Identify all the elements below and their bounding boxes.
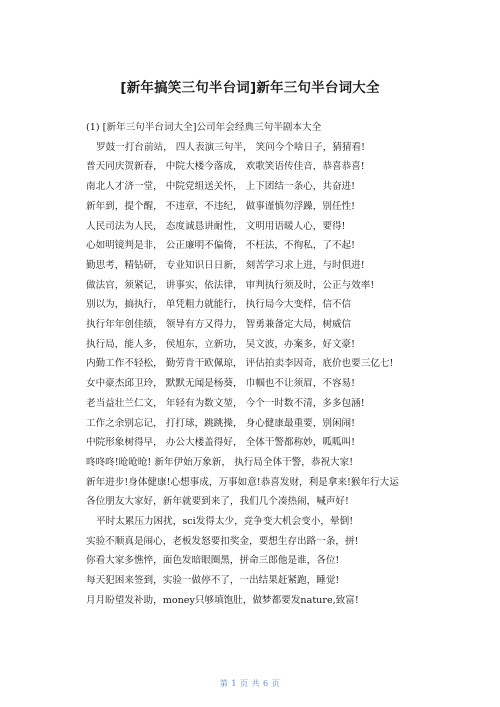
text-line: 罗鼓一打台前站， 四人表演三句半， 笑问今个啥日子，猜猜看!	[96, 141, 365, 153]
text-line: 月月盼望发补助，money只够填饱肚，做梦都要发nature,致富!	[86, 594, 359, 606]
text-line: 执行局，能人多， 侯旭东，立新功， 吴文波，办案多，好文豪!	[86, 338, 355, 350]
text-line: 老当益壮兰仁文， 年轻有为数文堃， 今个一时数不清，多多包涵!	[86, 397, 365, 409]
text-line: 平时太累压力困扰，sci发得太少，竞争变大机会变小，晕倒!	[96, 516, 354, 528]
document-title: [新年搞笑三句半台词]新年三句半台词大全	[120, 80, 380, 96]
text-line-wrapped: 各位朋友大家好，新年就要到来了，我们几个凑热闹，喊声好!	[86, 496, 349, 508]
text-line: (1) [新年三句半台词大全]公司年会经典三句半剧本大全	[86, 122, 322, 133]
text-line: 中院形象树得早， 办公大楼盖得好， 全体干警都称妙，呱呱叫!	[86, 437, 355, 449]
text-line: 做法官，须紧记， 讲事实，依法律， 审判执行须及时，公正与效率!	[86, 279, 375, 291]
text-line: 每天犯困来签到，实验一做停不了，一出结果赶紧跑，睡觉!	[86, 575, 340, 587]
text-line: 勤思考，精钻研， 专业知识日日新， 刻苦学习求上进，与时俱进!	[86, 259, 365, 271]
text-line: 心如明镜判是非， 公正廉明不偏倚， 不枉法，不徇私，了不起!	[86, 240, 355, 252]
text-line: 普天同庆贺新春， 中院大楼今落成， 欢歌笑语传佳音，恭喜恭喜!	[86, 161, 365, 173]
text-line: 别以为，搞执行， 单凭粗力就能行， 执行局今大变样，信不信	[86, 299, 352, 311]
text-line: 咚咚咚!呛呛呛! 新年伊始万象新， 执行局全体干警，恭祝大家!	[86, 456, 354, 468]
text-line: 工作之余别忘记， 打打球，跳跳操， 身心健康最重要，别闲闹!	[86, 417, 355, 429]
text-line: 南北人才济一堂， 中院党组送关怀， 上下团结一条心，共奋进!	[86, 181, 355, 193]
text-line: 你看大家多憔悴，面色发暗眼圈黑，拼命三郎他是谁，各位!	[86, 555, 340, 567]
text-line: 新年进步!身体健康!心想事成，万事如意!恭喜发财，利是拿来!猴年行大运	[86, 476, 399, 488]
text-line: 新年到，提个醒， 不违章，不违纪， 做事谨慎勿浮躁，别任性!	[86, 200, 355, 212]
text-line: 实验不顺真是闹心，老板发怒要扣奖金，要想生存出路一条，拼!	[86, 535, 359, 547]
text-line: 女中豪杰邱卫玲， 默默无闻是杨葵， 巾帼也不让须眉，不容易!	[86, 378, 355, 390]
document-body	[86, 118, 426, 611]
text-line: 内勤工作不轻松， 勤劳肯干欧佩琼， 评估拍卖李因奇，底价也要三亿七!	[86, 358, 394, 370]
page-footer: 第 1 页 共 6 页	[219, 679, 281, 688]
text-line: 执行年年创佳绩， 领导有方又得力， 智勇兼备定大局，树威信	[86, 319, 352, 331]
text-line: 人民司法为人民， 态度诚恳讲耐性， 文明用语暖人心，要得!	[86, 220, 346, 232]
